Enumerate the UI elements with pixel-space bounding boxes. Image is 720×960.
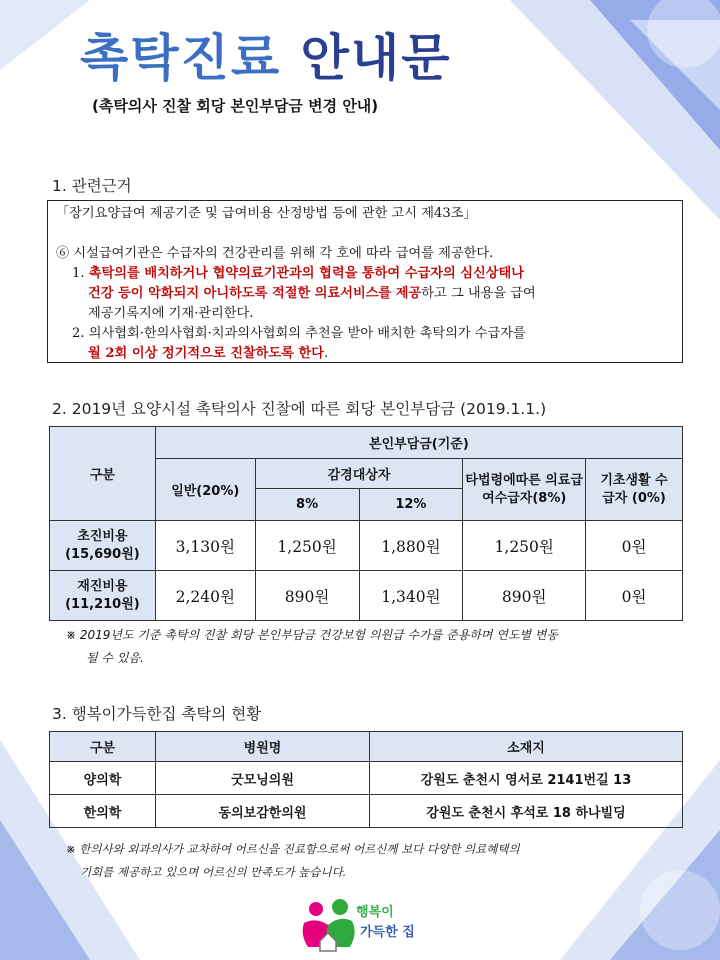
physician-type: 한의학: [50, 795, 156, 828]
cell-basic: 0원: [586, 521, 683, 571]
top-left-decoration: [0, 0, 90, 70]
physician-note-line2: 기회를 제공하고 있으며 어르신의 만족도가 높습니다.: [80, 865, 347, 879]
section1-heading: 1. 관련근거: [52, 177, 132, 195]
physician-address: 강원도 춘천시 영서로 2141번길 13: [370, 762, 683, 795]
physician-header-address: 소재지: [370, 732, 683, 762]
physician-table: [49, 731, 683, 828]
physician-type: 양의학: [50, 762, 156, 795]
law-item1-number: 1.: [72, 266, 89, 281]
law-line-4: [56, 284, 674, 304]
top-right-decoration: [470, 0, 720, 220]
law-line-7-emphasis: 월 2회 이상 정기적으로 진찰하도록 한다: [88, 346, 324, 361]
row-label-main: 재진비용: [77, 578, 128, 594]
copay-header-general: 일반(20%): [155, 459, 255, 521]
law-line-4-plain: 하고 그 내용을 급여: [421, 286, 536, 301]
physician-header-category: 구분: [50, 732, 156, 762]
law-reference-box: [47, 200, 683, 363]
title-part2: 안내문: [300, 29, 452, 87]
copay-header-12pct: 12%: [359, 489, 463, 521]
cell-12pct: 1,340원: [359, 571, 463, 621]
row-label: [50, 571, 156, 621]
copay-header-category: 구분: [50, 427, 156, 521]
row-label-base: (11,210원): [65, 596, 140, 612]
copay-header-other: 타법령에따른 의료급여수급자(8%): [463, 459, 586, 521]
law-line-2: ⑥ 시설급여기관은 수급자의 건강관리를 위해 각 호에 따라 급여를 제공한다.: [56, 246, 494, 261]
cell-basic: 0원: [586, 571, 683, 621]
logo-text-line2: 가득한 집: [360, 925, 415, 940]
physician-hospital: 동의보감한의원: [156, 795, 370, 828]
cell-12pct: 1,880원: [359, 521, 463, 571]
law-line-3: [56, 264, 674, 284]
table-row: [50, 795, 683, 828]
table-row: [50, 521, 683, 571]
section2-heading: 2. 2019년 요양시설 촉탁의사 진찰에 따른 회당 본인부담금 (2019.1.1.): [52, 400, 547, 418]
cell-8pct: 890원: [255, 571, 359, 621]
cell-other: 1,250원: [463, 521, 586, 571]
copay-note-line2: 될 수 있음.: [86, 651, 144, 665]
page-subtitle: (촉탁의사 진찰 회당 본인부담금 변경 안내): [92, 97, 379, 115]
page-title: [80, 18, 452, 90]
cell-other: 890원: [463, 571, 586, 621]
title-part1: 촉탁진료: [80, 29, 282, 87]
logo-text-line1: 행복이: [356, 905, 394, 920]
logo: [300, 895, 440, 955]
law-line-7-plain: .: [323, 346, 329, 361]
row-label: [50, 521, 156, 571]
row-label-base: (15,690원): [65, 546, 140, 562]
law-line-1: 「장기요양급여 제공기준 및 급여비용 산정방법 등에 관한 고시 제43조」: [56, 206, 477, 221]
table-row: [50, 762, 683, 795]
physician-header-hospital: 병원명: [156, 732, 370, 762]
law-line-5: 제공기록지에 기재·관리한다.: [88, 306, 254, 321]
logo-figures-icon: [300, 895, 360, 955]
row-label-main: 초진비용: [77, 528, 128, 544]
table-row: [50, 571, 683, 621]
law-line-3-emphasis: 촉탁의를 배치하거나 협약의료기관과의 협력을 통하여 수급자의 심신상태나: [88, 266, 524, 281]
copay-header-basic: 기초생활 수급자 (0%): [586, 459, 683, 521]
physician-hospital: 굿모닝의원: [156, 762, 370, 795]
copay-note: [66, 624, 558, 670]
copay-header-copay: 본인부담금(기준): [155, 427, 682, 459]
physician-note-line1: ※ 한의사와 외과의사가 교차하여 어르신을 진료함으로써 어르신께 보다 다양한 의료혜택의: [66, 842, 520, 856]
physician-address: 강원도 춘천시 후석로 18 하나빌딩: [370, 795, 683, 828]
section3-heading: 3. 행복이가득한집 촉탁의 현황: [52, 705, 262, 723]
cell-8pct: 1,250원: [255, 521, 359, 571]
cell-general: 3,130원: [155, 521, 255, 571]
law-line-6: 2. 의사협회·한의사협회·치과의사협회의 추천을 받아 배치한 촉탁의가 수급자를: [72, 326, 526, 341]
law-line-4-emphasis: 건강 등이 악화되지 아니하도록 적절한 의료서비스를 제공: [88, 286, 422, 301]
copay-note-line1: ※ 2019년도 기준 촉탁의 진찰 회당 본인부담금 건강보험 의원급 수가를 준용하며 연도별 변동: [66, 628, 559, 642]
copay-header-8pct: 8%: [255, 489, 359, 521]
copay-header-reduced: 감경대상자: [255, 459, 463, 489]
law-line-7: [56, 344, 674, 364]
copay-table: [49, 426, 683, 621]
cell-general: 2,240원: [155, 571, 255, 621]
physician-note: [66, 838, 520, 884]
